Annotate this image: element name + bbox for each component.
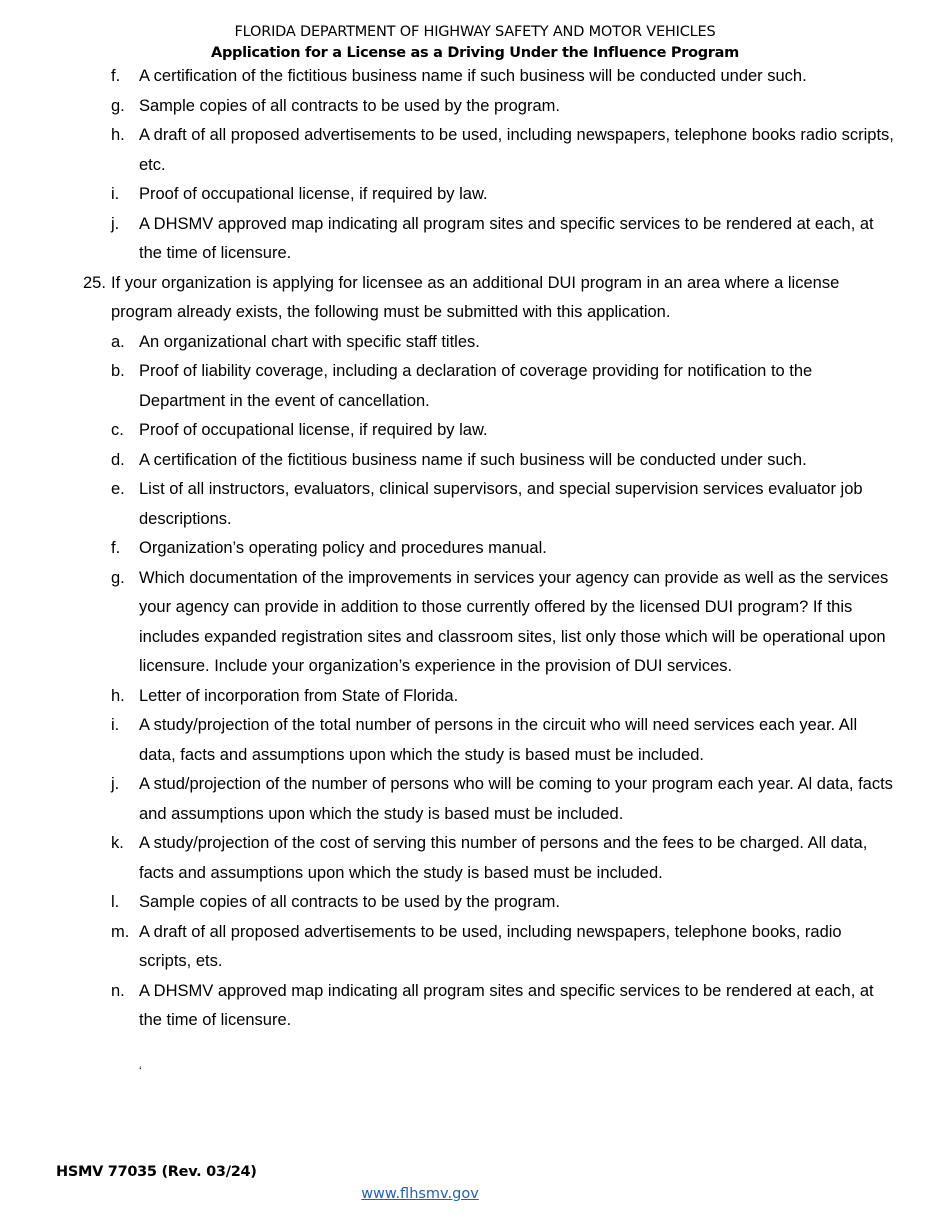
item-text: A DHSMV approved map indicating all program sites and specific services to be rendered at each, at the time of licensure.: [139, 214, 874, 262]
list-item: [0, 534, 895, 564]
item-label: a.: [111, 332, 125, 351]
item-label: l.: [111, 893, 120, 911]
list-item: [0, 446, 895, 476]
item-label: j.: [111, 775, 120, 793]
item-text: A stud/projection of the number of persons who will be coming to your program each year. Al data, facts and assumptions upon which the study is based must be included.: [139, 775, 893, 823]
item-text: A study/projection of the cost of serving this number of persons and the fees to be charged. All data, facts and assumptions upon which the study is based must be included.: [139, 834, 868, 882]
item-label: h.: [111, 686, 125, 705]
list-item: [0, 475, 895, 534]
list-item: [0, 711, 895, 770]
list-item: [0, 92, 895, 122]
item-label: g.: [111, 96, 125, 115]
item-text: An organizational chart with specific staff titles.: [139, 332, 480, 351]
department-name: FLORIDA DEPARTMENT OF HIGHWAY SAFETY AND MOTOR VEHICLES: [234, 24, 716, 40]
list-item: [0, 829, 895, 888]
item-label: n.: [111, 981, 125, 1000]
requirements-list: [0, 62, 950, 1036]
item-label: i.: [111, 185, 120, 203]
list-item: [0, 357, 895, 416]
item-label: g.: [111, 568, 125, 587]
item-text: A draft of all proposed advertisements to be used, including newspapers, telephone books radio scripts, etc.: [139, 126, 894, 174]
item-text: Letter of incorporation from State of Florida.: [139, 686, 459, 705]
item-text: Proof of liability coverage, including a declaration of coverage providing for notification to the Department in the event of cancellation.: [139, 362, 813, 410]
item-label: i.: [111, 716, 120, 734]
list-item: [0, 62, 895, 92]
item-number: 25.: [83, 273, 106, 292]
item-text: Sample copies of all contracts to be used by the program.: [139, 893, 560, 911]
website-link[interactable]: www.flhsmv.gov: [361, 1186, 479, 1202]
item-text: List of all instructors, evaluators, clinical supervisors, and special supervision services evaluator job descriptions.: [139, 480, 863, 528]
stray-mark: ‘: [139, 1064, 142, 1078]
item-text: Proof of occupational license, if required by law.: [139, 185, 488, 203]
item-text: If your organization is applying for licensee as an additional DUI program in an area where a license program already exists, the following must be submitted with this application.: [111, 273, 840, 321]
list-item: [0, 564, 895, 682]
list-item: [0, 977, 895, 1036]
item-text: A DHSMV approved map indicating all program sites and specific services to be rendered at each, at the time of licensure.: [139, 981, 874, 1029]
list-item: [0, 918, 895, 977]
item-label: f.: [111, 539, 121, 557]
list-item: [0, 682, 895, 712]
item-label: c.: [111, 421, 124, 439]
item-label: b.: [111, 362, 125, 380]
item-text: A draft of all proposed advertisements to be used, including newspapers, telephone books, radio scripts, ets.: [139, 922, 842, 970]
item-text: Sample copies of all contracts to be used by the program.: [139, 96, 560, 115]
item-text: Which documentation of the improvements in services your agency can provide as well as the services your agency can provide in addition to those currently offered by the licensed DUI program? If this includes expanded registration sites and classroom sites, list only those which will be operational upon licensure. Include your organization’s experience in the provision of DUI services.: [139, 568, 889, 675]
document-title: Application for a License as a Driving Under the Influence Program: [211, 45, 739, 61]
item-label: m.: [111, 922, 130, 941]
item-text: Proof of occupational license, if required by law.: [139, 421, 488, 439]
numbered-item-25: [0, 269, 895, 328]
list-item: [0, 888, 895, 918]
item-label: j.: [111, 214, 120, 233]
item-label: e.: [111, 480, 125, 498]
list-item: [0, 210, 895, 269]
item-label: d.: [111, 450, 125, 469]
form-number: HSMV 77035 (Rev. 03/24): [56, 1164, 257, 1180]
item-text: A certification of the fictitious business name if such business will be conducted under such.: [139, 67, 807, 85]
item-label: h.: [111, 126, 125, 144]
list-item: [0, 121, 895, 180]
item-text: A study/projection of the total number of persons in the circuit who will need services each year. All data, facts and assumptions upon which the study is based must be included.: [139, 716, 858, 764]
item-text: Organization’s operating policy and procedures manual.: [139, 539, 547, 557]
list-item: [0, 770, 895, 829]
list-item: [0, 416, 895, 446]
list-item: [0, 328, 895, 358]
item-label: f.: [111, 67, 121, 85]
item-label: k.: [111, 834, 124, 852]
list-item: [0, 180, 895, 210]
item-text: A certification of the fictitious business name if such business will be conducted under such.: [139, 450, 807, 469]
